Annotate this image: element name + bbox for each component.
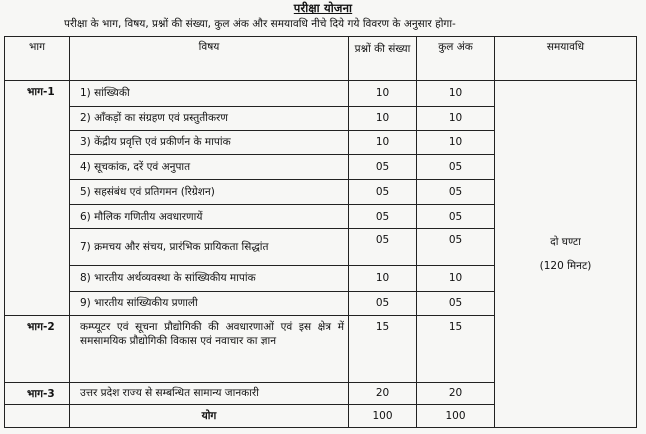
questions-cell: 05 xyxy=(349,154,417,179)
header-questions: प्रश्नों की संख्या xyxy=(349,37,417,81)
questions-cell: 05 xyxy=(349,291,417,315)
part-1-label: भाग-1 xyxy=(5,81,70,316)
marks-cell: 10 xyxy=(417,106,495,130)
questions-cell: 15 xyxy=(349,316,417,383)
subject-cell: 2) आँकड़ों का संग्रहण एवं प्रस्तुतीकरण xyxy=(70,106,349,130)
questions-cell: 20 xyxy=(349,382,417,404)
marks-cell: 10 xyxy=(417,265,495,291)
header-duration: समयावधि xyxy=(495,37,637,81)
duration-cell xyxy=(495,81,637,428)
marks-cell: 05 xyxy=(417,180,495,205)
questions-cell: 05 xyxy=(349,205,417,229)
marks-cell: 20 xyxy=(417,382,495,404)
page-subtitle: परीक्षा के भाग, विषय, प्रश्नों की संख्या, कुल अंक और समयावधि नीचे दिये गये विवरण के अनुसार होगा- xyxy=(64,18,456,30)
marks-cell: 05 xyxy=(417,229,495,265)
part-2-label: भाग-2 xyxy=(5,316,70,383)
marks-cell: 05 xyxy=(417,154,495,179)
marks-cell: 15 xyxy=(417,316,495,383)
subject-cell: 3) केंद्रीय प्रवृत्ति एवं प्रकीर्णन के मापांक xyxy=(70,130,349,154)
header-subject: विषय xyxy=(70,37,349,81)
header-marks: कुल अंक xyxy=(417,37,495,81)
subject-cell: 1) सांख्यिकी xyxy=(70,81,349,106)
subject-cell: 7) क्रमचय और संचय, प्रारंभिक प्रायिकता सिद्धांत xyxy=(70,229,349,265)
subject-cell: 5) सहसंबंध एवं प्रतिगमन (रिग्रेशन) xyxy=(70,180,349,205)
questions-cell: 10 xyxy=(349,81,417,106)
questions-cell: 05 xyxy=(349,229,417,265)
subject-cell: कम्प्यूटर एवं सूचना प्रौद्योगिकी की अवधारणाओं एवं इस क्षेत्र में समसामयिक प्रौद्योगिकी विकास एवं नवाचार का ज्ञान xyxy=(70,316,349,383)
exam-scheme-table xyxy=(4,36,637,428)
marks-cell: 10 xyxy=(417,81,495,106)
table-header-row xyxy=(5,37,637,81)
marks-cell: 05 xyxy=(417,205,495,229)
page-title: परीक्षा योजना xyxy=(293,1,353,15)
total-marks: 100 xyxy=(417,404,495,427)
table-row xyxy=(5,81,637,106)
subject-cell: 8) भारतीय अर्थव्यवस्था के सांख्यिकीय मापांक xyxy=(70,265,349,291)
subject-cell: 4) सूचकांक, दरें एवं अनुपात xyxy=(70,154,349,179)
subject-cell: उत्तर प्रदेश राज्य से सम्बन्धित सामान्य जानकारी xyxy=(70,382,349,404)
duration-line-1: दो घण्टा xyxy=(550,236,581,249)
subject-cell: 9) भारतीय सांख्यिकीय प्रणाली xyxy=(70,291,349,315)
total-questions: 100 xyxy=(349,404,417,427)
questions-cell: 10 xyxy=(349,130,417,154)
marks-cell: 10 xyxy=(417,130,495,154)
questions-cell: 10 xyxy=(349,106,417,130)
part-3-label: भाग-3 xyxy=(5,382,70,404)
header-part: भाग xyxy=(5,37,70,81)
questions-cell: 10 xyxy=(349,265,417,291)
marks-cell: 05 xyxy=(417,291,495,315)
subject-cell: 6) मौलिक गणितीय अवधारणायें xyxy=(70,205,349,229)
total-label: योग xyxy=(70,404,349,427)
total-blank-cell xyxy=(5,404,70,427)
questions-cell: 05 xyxy=(349,180,417,205)
duration-line-2: (120 मिनट) xyxy=(539,260,592,273)
